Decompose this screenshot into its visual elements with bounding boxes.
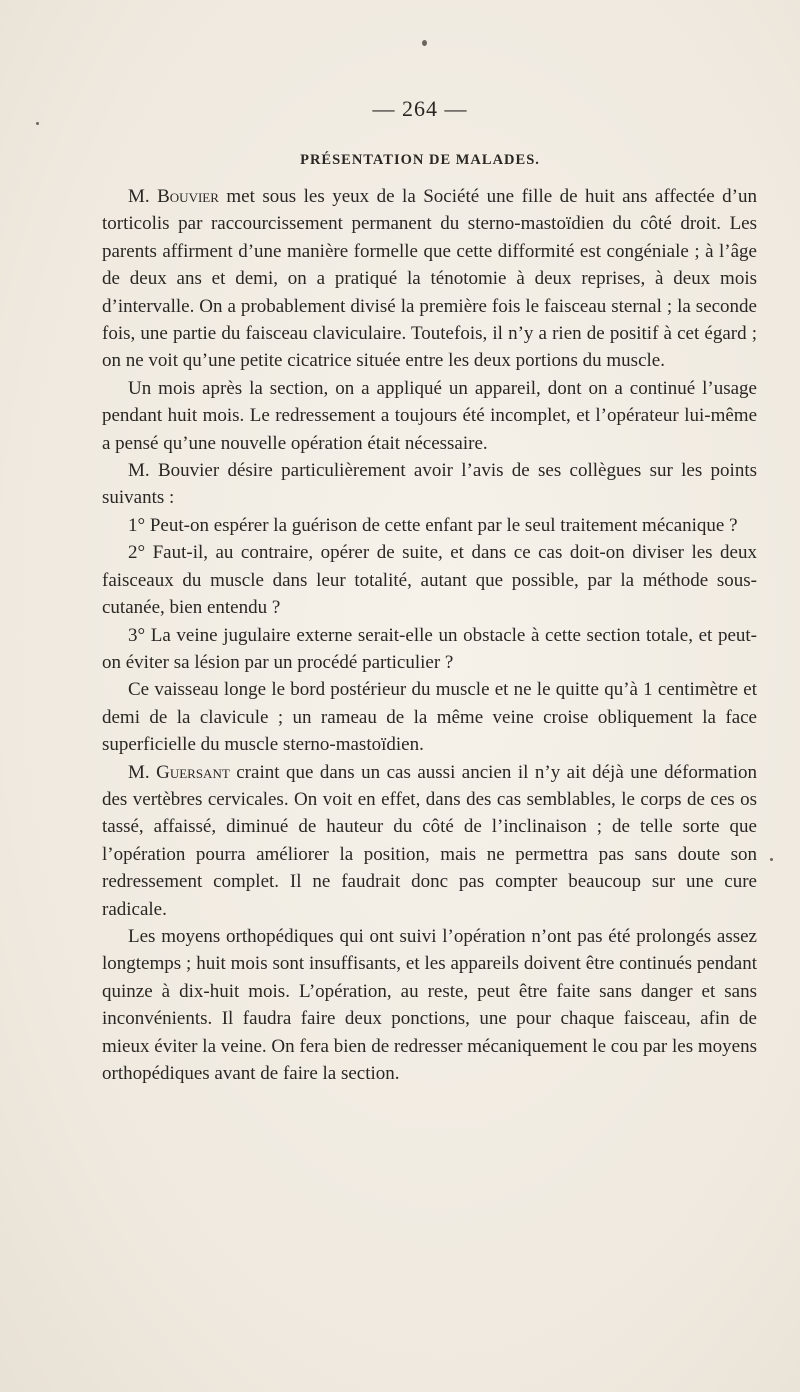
body-text (102, 183, 757, 1087)
page-number: — 264 — (372, 96, 468, 121)
paragraph-text: met sous les yeux de la Société une fille de huit ans affectée d’un torticolis par raccourcissement permanent du sterno-mastoïdien du côté droit. Les parents affirment d’une manière formelle que cette difformité est congéniale ; à l’âge de deux ans et demi, on a pratiqué la ténotomie à deux reprises, à deux mois d’intervalle. On a probablement divisé la première fois le faisceau sternal ; la seconde fois, une partie du faisceau claviculaire. Toutefois, il n’y a rien de positif à cet égard ; on ne voit qu’une petite cicatrice située entre les deux portions du muscle. (102, 186, 757, 372)
paragraph-question-1: 1° Peut-on espérer la guérison de cette enfant par le seul traitement mécanique ? (128, 514, 738, 536)
speaker-name: M. Bouvier (128, 186, 219, 207)
paragraph-question-3: 3° La veine jugulaire externe serait-elle un obstacle à cette section totale, et peut-on éviter sa lésion par un procédé particulier ? (102, 624, 757, 673)
paragraph-text: craint que dans un cas aussi ancien il n’y ait déjà une déformation des vertèbres cervicales. On voit en effet, dans des cas semblables, le corps de ces os tassé, affaissé, diminué de hauteur du côté de l’inclinaison ; de telle sorte que l’opération pourra améliorer la position, mais ne permettra pas sans doute son redressement complet. Il ne faudrait donc pas compter beaucoup sur une cure radicale. (102, 761, 757, 920)
paragraph-orthopedic-advice: Les moyens orthopédiques qui ont suivi l’opération n’ont pas été prolongés assez longtemps ; huit mois sont insuffisants, et les appareils doivent être continués pendant quinze à dix-huit mois. L’opération, au reste, peut être faite sans danger et sans inconvénients. Il faudra faire deux ponctions, une pour chaque faisceau, afin de mieux éviter la veine. On fera bien de redresser mécaniquement le cou par les moyens orthopédiques avant de faire la section. (102, 925, 757, 1084)
paragraph-guersant-reply (102, 759, 757, 923)
paragraph-questions-intro: M. Bouvier désire particulièrement avoir l’avis de ses collègues sur les points suivants : (102, 460, 757, 509)
paragraph-question-2: 2° Faut-il, au contraire, opérer de suite, et dans ce cas doit-on diviser les deux faisceaux du muscle dans leur totalité, autant que possible, par la méthode sous-cutanée, bien entendu ? (102, 542, 757, 619)
ink-speck (36, 122, 39, 125)
paragraph-vein-description: Ce vaisseau longe le bord postérieur du muscle et ne le quitte qu’à 1 centimètre et demi de la clavicule ; un rameau de la même veine croise obliquement la face superficielle du muscle sterno-mastoïdien. (102, 679, 757, 756)
ink-speck (422, 40, 427, 46)
paragraph-bouvier-presentation (102, 183, 757, 375)
section-heading: PRÉSENTATION DE MALADES. (300, 152, 540, 168)
ink-speck (770, 858, 773, 861)
paragraph-treatment-history: Un mois après la section, on a appliqué un appareil, dont on a continué l’usage pendant huit mois. Le redressement a toujours été incomplet, et l’opérateur lui-même a pensé qu’une nouvelle opération était nécessaire. (102, 377, 757, 454)
speaker-name: M. Guersant (128, 761, 230, 783)
